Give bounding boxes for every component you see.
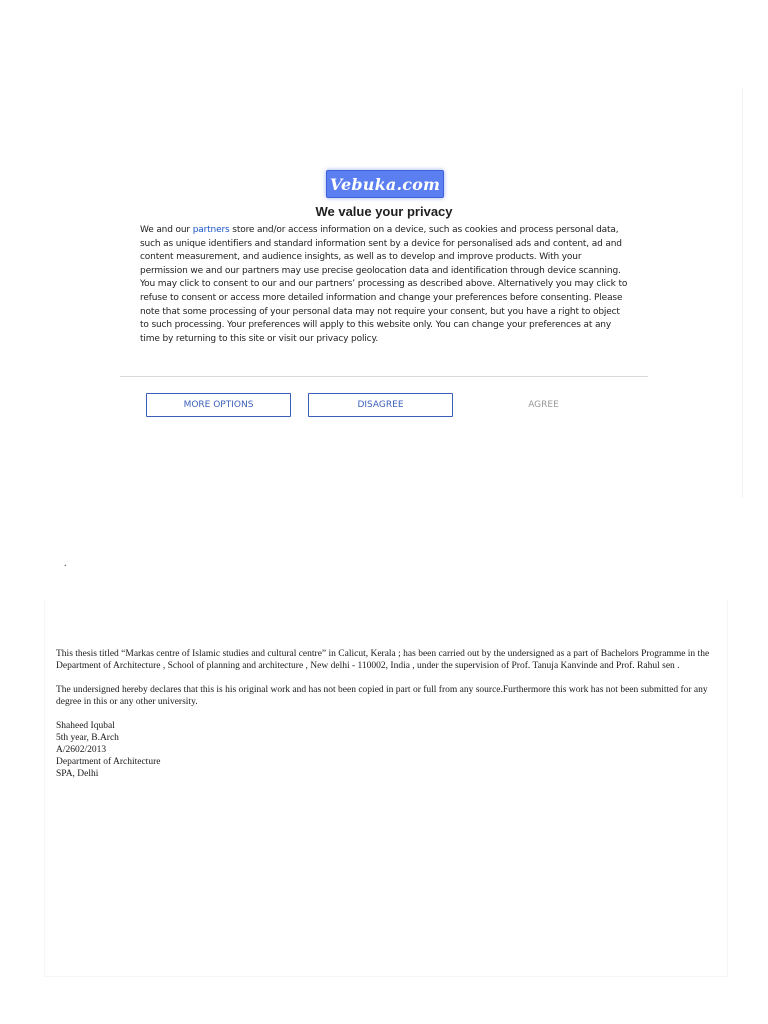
thesis-declaration <box>56 648 716 780</box>
partners-link[interactable]: partners <box>192 225 230 235</box>
consent-title: We value your privacy <box>315 204 453 219</box>
page-edge-right <box>742 88 743 498</box>
consent-divider <box>120 376 648 377</box>
agree-button[interactable]: AGREE <box>471 393 616 417</box>
author-name: Shaheed Iqubal <box>56 721 115 731</box>
author-department: Department of Architecture <box>56 757 161 767</box>
signature-block <box>56 720 716 780</box>
consent-body-main: store and/or access information on a device, such as cookies and process personal data, such as unique identifiers and standard information sent by a device for personalised ads and content, ad and content measurement, and audience insights, as well as to develop and improve products. With your permission we and our partners may use precise geolocation data and identification through device scanning. You may click to consent to our and our partners’ processing as described above. Alternatively you may click to refuse to consent or access more detailed information and change your preferences before consenting. Please note that some processing of your personal data may not require your consent, but you have a right to object to such processing. Your preferences will apply to this website only. You can change your preferences at any time by returning to this site or visit our privacy policy. <box>140 225 628 344</box>
stray-mark: . <box>64 558 67 569</box>
logo-text: Vebuka.com <box>329 174 441 194</box>
author-roll: A/2602/2013 <box>56 745 107 755</box>
declaration-paragraph-2: The undersigned hereby declares that this is his original work and has not been copied in part or full from any source.Furthermore this work has not been submitted for any degree in this or any other university. <box>56 685 708 707</box>
consent-body-text <box>140 224 630 346</box>
more-options-button[interactable]: MORE OPTIONS <box>146 393 291 417</box>
author-year: 5th year, B.Arch <box>56 733 119 743</box>
declaration-paragraph-1: This thesis titled “Markas centre of Islamic studies and cultural centre” in Calicut, Kerala ; has been carried out by the undersigned as a part of Bachelors Programme in the Department of Architecture , School of planning and architecture , New delhi - 110002, India , under the supervision of Prof. Tanuja Kanvinde and Prof. Rahul sen . <box>56 649 710 671</box>
consent-body-prefix: We and our <box>140 225 193 235</box>
site-logo <box>326 170 444 198</box>
disagree-button[interactable]: DISAGREE <box>308 393 453 417</box>
author-institution: SPA, Delhi <box>56 769 99 779</box>
consent-dialog <box>26 88 742 498</box>
